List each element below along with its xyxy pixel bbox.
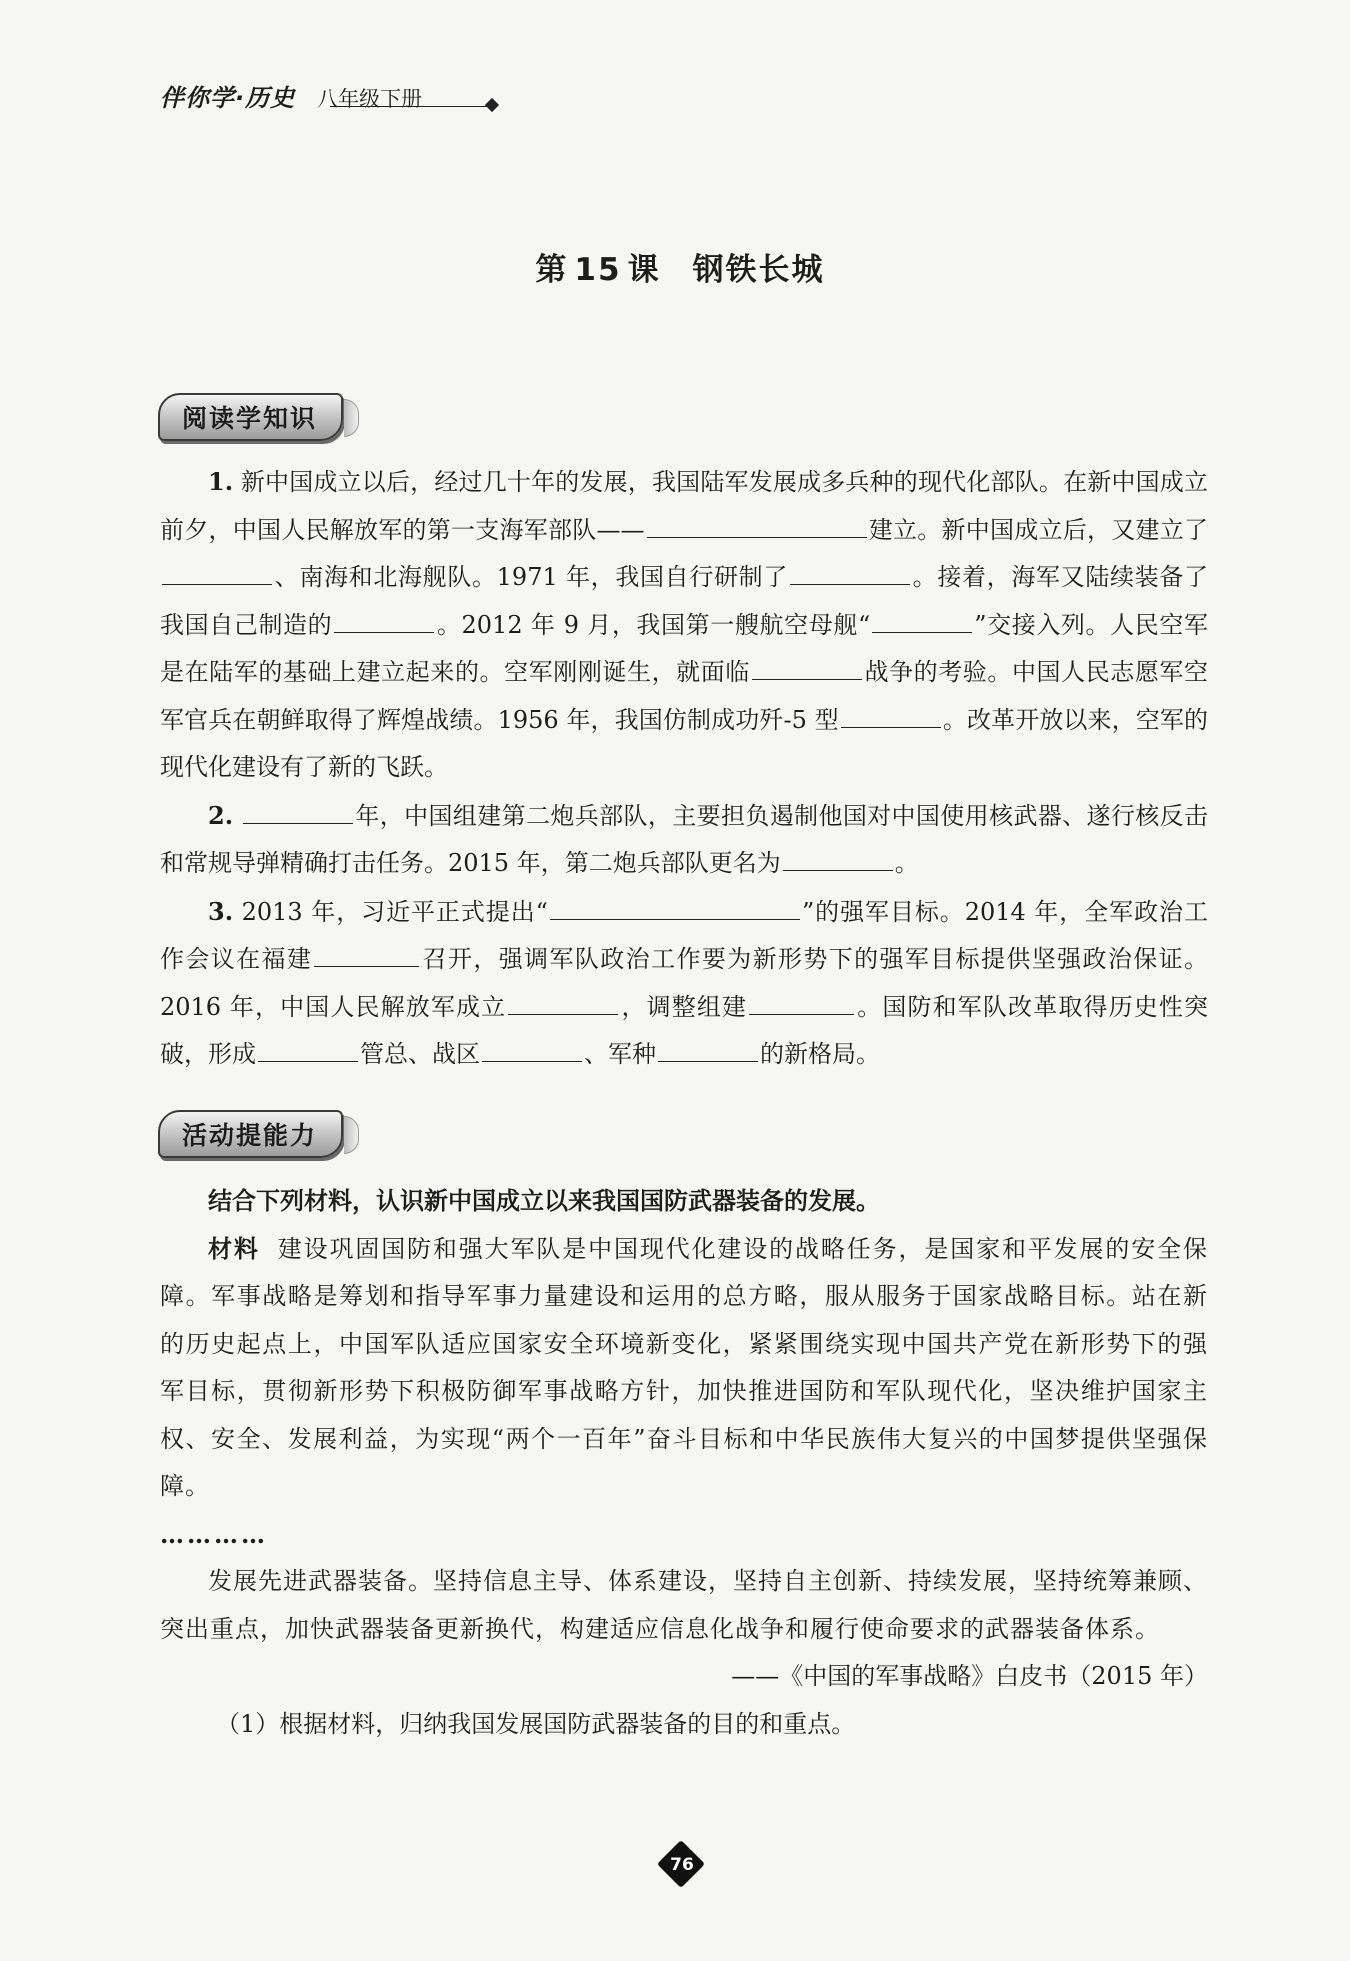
answer-blank[interactable] xyxy=(508,988,618,1015)
answer-blank[interactable] xyxy=(647,511,867,538)
section-badge-reading xyxy=(158,393,343,441)
answer-blank[interactable] xyxy=(334,606,434,633)
question-1: 1. 新中国成立以后，经过几十年的发展，我国陆军发展成多兵种的现代化部队。在新中国成立前夕，中国人民解放军的第一支海军部队—— 建立。新中国成立后，又建立了、南海和北海舰队。1971 年，我国自行研制了 。接着，海军又陆续装备了我国自己制造的 。2012 年 9 月，我国第一艘航空母舰“ ”交接入列。人民空军是在陆军的基础上建立起来的。空军刚刚诞生，就面临 战争的考验。中国人民志愿军空军官兵在朝鲜取得了辉煌战绩。1956 年，我国仿制成功歼-5 型 。改革开放以来，空军的现代化建设有了新的飞跃。 xyxy=(160,467,1209,781)
ellipsis: ………… xyxy=(160,1519,268,1549)
activity-section xyxy=(160,1178,1208,1748)
answer-blank[interactable] xyxy=(162,558,272,585)
material-source: ——《中国的军事战略》白皮书（2015 年） xyxy=(731,1662,1208,1690)
section-badge-label: 阅读学知识 xyxy=(182,404,318,433)
lesson-title-prefix: 第 xyxy=(535,252,569,288)
question-number: 3. xyxy=(208,896,234,926)
section-badge-activity xyxy=(158,1110,343,1158)
answer-blank[interactable] xyxy=(752,653,862,680)
question-2: 2. 年，中国组建第二炮兵部队，主要担负遏制他国对中国使用核武器、遂行核反击和常规导弹精确打击任务。2015 年，第二炮兵部队更名为 。 xyxy=(160,792,1208,888)
header-diamond-icon xyxy=(485,98,499,112)
answer-blank[interactable] xyxy=(790,558,910,585)
activity-intro: 结合下列材料，认识新中国成立以来我国国防武器装备的发展。 xyxy=(208,1187,880,1215)
answer-blank[interactable] xyxy=(550,893,800,920)
page-number-badge xyxy=(660,1843,704,1887)
lesson-title-suffix: 课 xyxy=(627,252,661,288)
material-paragraph-2: 发展先进武器装备。坚持信息主导、体系建设，坚持自主创新、持续发展，坚持统筹兼顾、突出重点，加快武器装备更新换代，构建适应信息化战争和履行使命要求的武器装备体系。 xyxy=(160,1567,1208,1643)
header-rule xyxy=(330,106,490,107)
answer-blank[interactable] xyxy=(243,797,353,824)
lesson-name: 钢铁长城 xyxy=(692,252,825,288)
question-number: 2. xyxy=(208,800,234,830)
running-header xyxy=(160,78,422,113)
answer-blank[interactable] xyxy=(258,1035,358,1062)
answer-blank[interactable] xyxy=(783,844,893,871)
lesson-title xyxy=(0,244,1350,289)
activity-question-1: （1）根据材料，归纳我国发展国防武器装备的目的和重点。 xyxy=(216,1709,856,1738)
book-series-title: 伴你学·历史 xyxy=(160,84,296,112)
answer-blank[interactable] xyxy=(749,988,854,1015)
question-3: 3. 2013 年，习近平正式提出“ ”的强军目标。2014 年，全军政治工作会议在福建 召开，强调军队政治工作要为新形势下的强军目标提供坚强政治保证。2016 年，中国人民解放军成立 ，调整组建 。国防和军队改革取得历史性突破，形成 管总、战区 、军种 的新格局。 xyxy=(160,888,1208,1079)
answer-blank[interactable] xyxy=(314,940,419,967)
reading-questions xyxy=(160,458,1208,1079)
lesson-number: 15 xyxy=(574,252,622,288)
question-number: 1. xyxy=(208,467,234,496)
section-badge-label: 活动提能力 xyxy=(182,1121,318,1150)
answer-blank[interactable] xyxy=(872,606,972,633)
answer-blank[interactable] xyxy=(841,701,941,728)
answer-blank[interactable] xyxy=(658,1035,758,1062)
material-paragraph-1: 材料 建设巩固国防和强大军队是中国现代化建设的战略任务，是国家和平发展的安全保障。军事战略是筹划和指导军事力量建设和运用的总方略，服从服务于国家战略目标。站在新的历史起点上，中国军队适应国家安全环境新变化，紧紧围绕实现中国共产党在新形势下的强军目标，贯彻新形势下积极防御军事战略方针，加快推进国防和军队现代化，坚决维护国家主权、安全、发展利益，为实现“两个一百年”奋斗目标和中华民族伟大复兴的中国梦提供坚强保障。 xyxy=(160,1234,1209,1500)
material-label: 材料 xyxy=(208,1234,260,1263)
page-number: 76 xyxy=(670,1855,694,1875)
answer-blank[interactable] xyxy=(482,1035,582,1062)
grade-label: 八年级下册 xyxy=(317,87,423,111)
